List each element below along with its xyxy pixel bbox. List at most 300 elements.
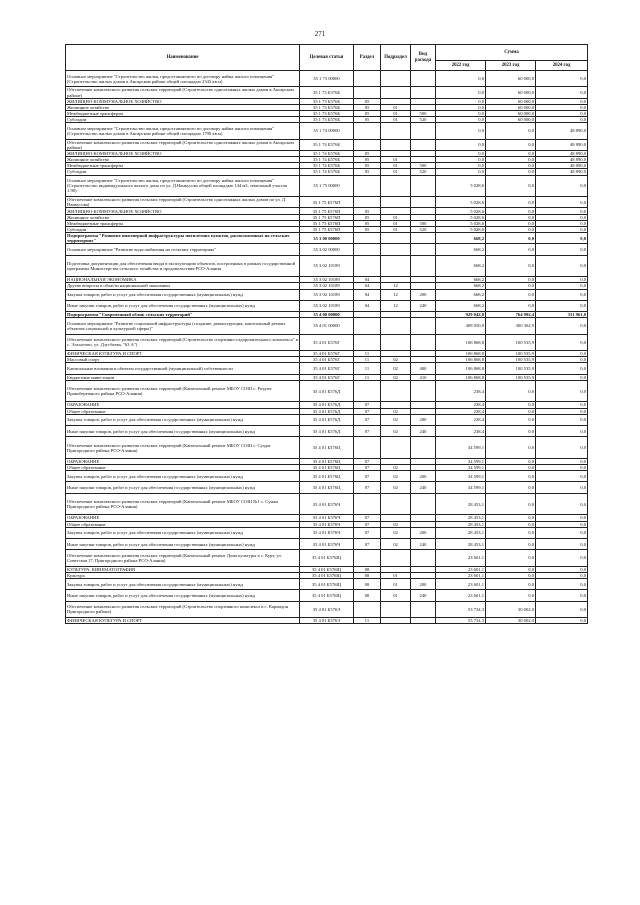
- row-section: 11: [354, 357, 381, 363]
- table-row: [66, 363, 588, 374]
- row-amount-2024: 0,0: [536, 578, 588, 589]
- row-name: Иные закупки товаров, работ и услуг для обеспечения государственных (муниципальных) нужд: [66, 482, 300, 493]
- row-section: 05: [354, 117, 381, 123]
- table-row: [66, 334, 588, 350]
- row-section: 11: [354, 351, 381, 357]
- row-name: Обеспечение комплексного развития сельских территорий (Строительство одноэтажных жилых домов в Ангарском районе): [66, 139, 300, 150]
- table-row: [66, 550, 588, 566]
- row-amount-2022: 5 028,6: [436, 226, 486, 232]
- row-amount-2024: 0,0: [536, 111, 588, 117]
- row-amount-2022: 34 599,1: [436, 458, 486, 464]
- row-target-article: 35 4 01 Б576Ц: [300, 482, 354, 493]
- row-expense-type: [411, 318, 436, 334]
- row-amount-2024: 0,0: [536, 572, 588, 578]
- row-section: [354, 244, 381, 255]
- row-amount-2023: 0,0: [486, 566, 536, 572]
- row-amount-2024: 48 890,0: [536, 139, 588, 150]
- row-name: Обеспечение комплексного развития сельских территорий (Строительство одноэтажных жилых домов по ул. Д. Нанкусова): [66, 197, 300, 208]
- row-subsection: [381, 175, 411, 197]
- row-name: Иные закупки товаров, работ и услуг для обеспечения государственных (муниципальных) нужд: [66, 300, 300, 311]
- row-amount-2023: 30 002,0: [486, 601, 536, 617]
- row-section: [354, 601, 381, 617]
- row-target-article: 35 1 75 00000: [300, 175, 354, 197]
- row-amount-2022: 5 028,6: [436, 197, 486, 208]
- row-amount-2022: 23 601,1: [436, 566, 486, 572]
- row-name: Обеспечение комплексного развития сельских территорий (Строительство спортивно-оздоровительного комплекса" в с. Эльхотово, ул. Дзусбаева, "63 А"): [66, 334, 300, 350]
- row-section: 04: [354, 289, 381, 300]
- table-row: [66, 437, 588, 459]
- row-section: 05: [354, 163, 381, 169]
- row-amount-2024: 0,0: [536, 515, 588, 521]
- row-amount-2024: 0,0: [536, 318, 588, 334]
- row-expense-type: 500: [411, 111, 436, 117]
- table-row: [66, 482, 588, 493]
- row-amount-2022: 28 453,1: [436, 493, 486, 515]
- row-target-article: 35 4 01 Б576Ч: [300, 538, 354, 549]
- row-amount-2023: 0,0: [486, 408, 536, 414]
- row-expense-type: 500: [411, 220, 436, 226]
- row-amount-2024: 0,0: [536, 601, 588, 617]
- row-amount-2023: 0,0: [486, 515, 536, 521]
- row-amount-2022: 5 028,6: [436, 175, 486, 197]
- row-amount-2023: 0,0: [486, 458, 536, 464]
- row-target-article: 35 4 01 Б576Г: [300, 351, 354, 357]
- row-amount-2024: 0,0: [536, 351, 588, 357]
- row-subsection: [381, 244, 411, 255]
- row-amount-2024: 0,0: [536, 402, 588, 408]
- table-row: [66, 71, 588, 87]
- row-target-article: 35 4 01 Б576Г: [300, 374, 354, 380]
- page-number: 271: [314, 30, 326, 38]
- header-amount: Сумма: [436, 45, 588, 61]
- row-subsection: 12: [381, 283, 411, 289]
- row-name: НАЦИОНАЛЬНАЯ ЭКОНОМИКА: [66, 277, 300, 283]
- row-target-article: 35 4 01 Б576Щ: [300, 566, 354, 572]
- row-amount-2024: 0,0: [536, 208, 588, 214]
- row-target-article: 35 4 01 Б576Ч: [300, 493, 354, 515]
- row-amount-2024: 48 890,0: [536, 163, 588, 169]
- row-subsection: 02: [381, 414, 411, 425]
- table-row: [66, 244, 588, 255]
- row-amount-2024: 0,0: [536, 117, 588, 123]
- row-target-article: 35 3 00 00000: [300, 233, 354, 244]
- row-amount-2023: 100 535,9: [486, 374, 536, 380]
- row-amount-2024: 48 890,0: [536, 169, 588, 175]
- row-subsection: [381, 71, 411, 87]
- row-subsection: [381, 380, 411, 402]
- row-target-article: 35 4 01 Б576Д: [300, 426, 354, 437]
- row-amount-2022: 106 868,8: [436, 374, 486, 380]
- table-row: [66, 300, 588, 311]
- row-section: 07: [354, 408, 381, 414]
- row-subsection: [381, 139, 411, 150]
- row-target-article: 35 1 75 Б576П: [300, 208, 354, 214]
- row-amount-2023: 0,0: [486, 233, 536, 244]
- row-amount-2024: 0,0: [536, 521, 588, 527]
- row-target-article: 35 1 75 Б576П: [300, 226, 354, 232]
- row-section: 05: [354, 169, 381, 175]
- row-subsection: 12: [381, 289, 411, 300]
- row-amount-2024: 0,0: [536, 618, 588, 624]
- row-subsection: 01: [381, 104, 411, 110]
- row-amount-2024: 0,0: [536, 363, 588, 374]
- table-row: [66, 414, 588, 425]
- row-amount-2024: 0,0: [536, 87, 588, 98]
- row-expense-type: 520: [411, 169, 436, 175]
- row-name: Закупка товаров, работ и услуг для обеспечения государственных (муниципальных) нужд: [66, 527, 300, 538]
- row-name: Межбюджетные трансферты: [66, 163, 300, 169]
- table-row: [66, 538, 588, 549]
- row-amount-2023: 0,0: [486, 465, 536, 471]
- row-section: [354, 255, 381, 277]
- row-amount-2023: 0,0: [486, 300, 536, 311]
- row-expense-type: [411, 123, 436, 139]
- row-amount-2024: 0,0: [536, 277, 588, 283]
- row-section: 11: [354, 363, 381, 374]
- row-section: 07: [354, 465, 381, 471]
- row-subsection: [381, 437, 411, 459]
- row-section: 07: [354, 471, 381, 482]
- row-subsection: 02: [381, 408, 411, 414]
- row-section: 04: [354, 300, 381, 311]
- row-amount-2023: 100 535,9: [486, 357, 536, 363]
- row-amount-2023: 30 002,0: [486, 618, 536, 624]
- row-amount-2022: 28 453,1: [436, 521, 486, 527]
- row-target-article: 35 1 73 Б576Б: [300, 111, 354, 117]
- row-name: Обеспечение комплексного развития сельских территорий (Строительство спортивного комплекса в с. Кармадон Пригородного района): [66, 601, 300, 617]
- row-subsection: 01: [381, 157, 411, 163]
- header-year-2022: 2022 год: [436, 61, 486, 71]
- row-target-article: 35 3 02 10189: [300, 255, 354, 277]
- row-subsection: 01: [381, 111, 411, 117]
- row-subsection: 02: [381, 527, 411, 538]
- row-amount-2024: 0,0: [536, 590, 588, 601]
- row-section: [354, 233, 381, 244]
- row-name: Бюджетные инвестиции: [66, 374, 300, 380]
- row-expense-type: [411, 618, 436, 624]
- row-target-article: 35 4 01 Б576Ц: [300, 458, 354, 464]
- row-expense-type: 240: [411, 426, 436, 437]
- table-row: [66, 471, 588, 482]
- row-amount-2024: 48 890,0: [536, 157, 588, 163]
- row-amount-2022: 0,0: [436, 111, 486, 117]
- row-amount-2024: 0,0: [536, 71, 588, 87]
- row-amount-2023: 0,0: [486, 538, 536, 549]
- row-amount-2023: 0,0: [486, 220, 536, 226]
- row-amount-2023: 100 535,9: [486, 351, 536, 357]
- row-amount-2023: 60 000,0: [486, 87, 536, 98]
- row-name: Субсидии: [66, 226, 300, 232]
- row-name: Другие вопросы в области национальной экономики: [66, 283, 300, 289]
- row-name: Закупка товаров, работ и услуг для обеспечения государственных (муниципальных) нужд: [66, 471, 300, 482]
- row-target-article: 35 1 73 Б576Б: [300, 104, 354, 110]
- row-section: 11: [354, 618, 381, 624]
- row-expense-type: [411, 197, 436, 208]
- row-target-article: 35 3 02 10189: [300, 300, 354, 311]
- row-name: Обеспечение комплексного развития сельских территорий (Строительство одноэтажных жилых домов в Ангарском районе): [66, 87, 300, 98]
- row-name: Основное мероприятие "Строительство жилья, предоставляемого по договору найма жилого помещения" (Строительство жилых домов в Ангарском районе общей площадью 2343 кв.м): [66, 71, 300, 87]
- row-amount-2022: 408 050,0: [436, 318, 486, 334]
- row-target-article: 35 4 01 Б576Э: [300, 618, 354, 624]
- row-expense-type: 410: [411, 374, 436, 380]
- row-amount-2023: 0,0: [486, 289, 536, 300]
- row-amount-2022: 28 453,1: [436, 538, 486, 549]
- row-section: 11: [354, 374, 381, 380]
- row-section: 04: [354, 283, 381, 289]
- row-amount-2024: 0,0: [536, 437, 588, 459]
- row-subsection: 02: [381, 426, 411, 437]
- row-amount-2023: 0,0: [486, 437, 536, 459]
- row-subsection: [381, 197, 411, 208]
- row-section: [354, 318, 381, 334]
- row-subsection: [381, 334, 411, 350]
- row-target-article: 35 4 01 Б576Д: [300, 402, 354, 408]
- row-section: [354, 437, 381, 459]
- row-section: 05: [354, 220, 381, 226]
- row-subsection: 02: [381, 482, 411, 493]
- budget-table: [65, 44, 588, 624]
- row-name: Обеспечение комплексного развития сельских территорий (Капитальный ремонт МБОУ СОШ с. Раздзог Правобережного района РСО-Алания): [66, 380, 300, 402]
- row-amount-2022: 668,2: [436, 277, 486, 283]
- row-amount-2022: 106 868,8: [436, 334, 486, 350]
- table-row: [66, 618, 588, 624]
- row-amount-2024: 48 890,0: [536, 123, 588, 139]
- row-amount-2024: 0,0: [536, 283, 588, 289]
- row-name: Основное мероприятие "Строительство жилья, предоставляемого по договору найма жилого помещения" (Строительство индивидуального жилого дома по ул. Д.Нанкусова общей площадью 144 м2, земельный участок 1.90): [66, 175, 300, 197]
- row-amount-2023: 0,0: [486, 163, 536, 169]
- row-amount-2022: 28 453,1: [436, 515, 486, 521]
- row-amount-2022: 106 868,8: [436, 357, 486, 363]
- row-expense-type: 240: [411, 482, 436, 493]
- row-subsection: 02: [381, 471, 411, 482]
- table-row: [66, 233, 588, 244]
- row-expense-type: 240: [411, 538, 436, 549]
- row-amount-2022: 0,0: [436, 139, 486, 150]
- row-expense-type: 200: [411, 527, 436, 538]
- table-body: [66, 71, 588, 624]
- row-section: [354, 380, 381, 402]
- row-name: ФИЗИЧЕСКАЯ КУЛЬТУРА И СПОРТ: [66, 351, 300, 357]
- row-target-article: 35 4 01 Б576Д: [300, 408, 354, 414]
- row-subsection: [381, 618, 411, 624]
- row-subsection: [381, 318, 411, 334]
- row-amount-2023: 0,0: [486, 380, 536, 402]
- row-amount-2024: 0,0: [536, 197, 588, 208]
- row-amount-2023: 0,0: [486, 139, 536, 150]
- row-target-article: 35 1 75 Б576П: [300, 220, 354, 226]
- row-amount-2023: 300 302,9: [486, 318, 536, 334]
- row-section: 05: [354, 157, 381, 163]
- row-subsection: 01: [381, 578, 411, 589]
- row-section: 05: [354, 214, 381, 220]
- row-name: Основное мероприятие "Развитие социальной инфраструктуры (создание, реконструкция, капитальный ремонт объектов социальной и культурной сферы)": [66, 318, 300, 334]
- row-target-article: 35 1 73 Б576Б: [300, 87, 354, 98]
- row-amount-2024: 0,0: [536, 374, 588, 380]
- row-amount-2023: 0,0: [486, 277, 536, 283]
- row-amount-2023: 60 000,0: [486, 71, 536, 87]
- row-expense-type: [411, 550, 436, 566]
- row-amount-2023: 0,0: [486, 283, 536, 289]
- row-section: 07: [354, 414, 381, 425]
- row-name: Закупка товаров, работ и услуг для обеспечения государственных (муниципальных) нужд: [66, 289, 300, 300]
- table-row: [66, 426, 588, 437]
- row-section: 05: [354, 226, 381, 232]
- row-subsection: [381, 123, 411, 139]
- header-section: Раздел: [354, 45, 381, 71]
- row-amount-2024: 0,0: [536, 226, 588, 232]
- row-amount-2022: 929 042,0: [436, 312, 486, 318]
- row-amount-2024: 0,0: [536, 566, 588, 572]
- row-amount-2023: 0,0: [486, 402, 536, 408]
- row-amount-2024: 0,0: [536, 380, 588, 402]
- table-row: [66, 139, 588, 150]
- table-row: [66, 527, 588, 538]
- row-amount-2024: 0,0: [536, 465, 588, 471]
- row-section: 07: [354, 521, 381, 527]
- row-amount-2022: 668,2: [436, 289, 486, 300]
- row-amount-2023: 0,0: [486, 590, 536, 601]
- row-name: Подпрограмма "Современный облик сельских территорий": [66, 312, 300, 318]
- table-row: [66, 601, 588, 617]
- row-amount-2023: 0,0: [486, 157, 536, 163]
- row-subsection: 01: [381, 163, 411, 169]
- row-amount-2022: 0,0: [436, 163, 486, 169]
- row-expense-type: [411, 437, 436, 459]
- row-amount-2022: 23 601,1: [436, 590, 486, 601]
- row-amount-2022: 238,4: [436, 402, 486, 408]
- row-name: Обеспечение комплексного развития сельских территорий (Капитальный ремонт МБОУ СОШ №1 с. Сунжа Пригородного района РСО-Алания): [66, 493, 300, 515]
- row-subsection: [381, 601, 411, 617]
- row-section: 08: [354, 590, 381, 601]
- row-amount-2022: 34 599,1: [436, 482, 486, 493]
- row-target-article: 35 1 75 Б576П: [300, 197, 354, 208]
- row-target-article: 35 1 75 Б576П: [300, 214, 354, 220]
- row-expense-type: 500: [411, 163, 436, 169]
- row-amount-2024: 0,0: [536, 255, 588, 277]
- row-name: Иные закупки товаров, работ и услуг для обеспечения государственных (муниципальных) нужд: [66, 590, 300, 601]
- row-amount-2023: 0,0: [486, 471, 536, 482]
- header-name: Наименование: [66, 45, 300, 71]
- row-amount-2022: 5 028,6: [436, 214, 486, 220]
- row-target-article: 35 4 01 00000: [300, 318, 354, 334]
- row-subsection: 02: [381, 521, 411, 527]
- row-name: Массовый спорт: [66, 357, 300, 363]
- row-target-article: 35 4 01 Б576Д: [300, 414, 354, 425]
- row-section: 08: [354, 578, 381, 589]
- table-row: [66, 590, 588, 601]
- row-name: ОБРАЗОВАНИЕ: [66, 402, 300, 408]
- row-expense-type: 240: [411, 300, 436, 311]
- row-name: ФИЗИЧЕСКАЯ КУЛЬТУРА И СПОРТ: [66, 618, 300, 624]
- table-row: [66, 289, 588, 300]
- row-amount-2024: 0,0: [536, 214, 588, 220]
- table-row: [66, 318, 588, 334]
- row-name: Обеспечение комплексного развития сельских территорий (Капитальный ремонт МБОУ СОШ с. Суадаг Пригородного района РСО-Алания): [66, 437, 300, 459]
- row-expense-type: 200: [411, 289, 436, 300]
- row-amount-2023: 0,0: [486, 572, 536, 578]
- row-amount-2022: 0,0: [436, 104, 486, 110]
- row-name: ЖИЛИЩНО-КОММУНАЛЬНОЕ ХОЗЯЙСТВО: [66, 98, 300, 104]
- row-amount-2024: 0,0: [536, 538, 588, 549]
- row-section: 05: [354, 98, 381, 104]
- row-amount-2022: 238,4: [436, 414, 486, 425]
- row-amount-2022: 34 599,1: [436, 437, 486, 459]
- row-subsection: 01: [381, 117, 411, 123]
- row-expense-type: 520: [411, 117, 436, 123]
- row-amount-2023: 764 992,4: [486, 312, 536, 318]
- row-amount-2022: 53 734,3: [436, 618, 486, 624]
- row-expense-type: [411, 255, 436, 277]
- row-expense-type: [411, 233, 436, 244]
- row-name: КУЛЬТУРА, КИНЕМАТОГРАФИЯ: [66, 566, 300, 572]
- row-target-article: 35 3 02 10189: [300, 283, 354, 289]
- row-amount-2023: 100 535,9: [486, 363, 536, 374]
- row-section: [354, 71, 381, 87]
- row-target-article: 35 4 01 Б576Ц: [300, 465, 354, 471]
- row-amount-2022: 238,4: [436, 380, 486, 402]
- row-target-article: 35 1 74 00000: [300, 123, 354, 139]
- row-section: 07: [354, 527, 381, 538]
- row-expense-type: [411, 601, 436, 617]
- row-amount-2023: 0,0: [486, 197, 536, 208]
- row-subsection: [381, 550, 411, 566]
- table-row: [66, 255, 588, 277]
- table-row: [66, 493, 588, 515]
- row-name: Подготовка документации для обеспечения ввода в эксплуатацию объектов, построенных в рамках государственной программы Министерства сельского хозяйства и продовольствия РСО-Алания: [66, 255, 300, 277]
- row-section: [354, 139, 381, 150]
- row-amount-2024: 0,0: [536, 357, 588, 363]
- row-name: Иные закупки товаров, работ и услуг для обеспечения государственных (муниципальных) нужд: [66, 426, 300, 437]
- row-subsection: 01: [381, 572, 411, 578]
- row-amount-2023: 0,0: [486, 527, 536, 538]
- row-amount-2022: 668,2: [436, 300, 486, 311]
- row-amount-2023: 0,0: [486, 482, 536, 493]
- row-expense-type: [411, 493, 436, 515]
- row-amount-2022: 34 599,1: [436, 471, 486, 482]
- row-amount-2022: 0,0: [436, 169, 486, 175]
- row-name: Жилищное хозяйство: [66, 104, 300, 110]
- row-name: Закупка товаров, работ и услуг для обеспечения государственных (муниципальных) нужд: [66, 578, 300, 589]
- row-amount-2024: 0,0: [536, 104, 588, 110]
- row-amount-2022: 0,0: [436, 71, 486, 87]
- row-name: Культура: [66, 572, 300, 578]
- row-amount-2022: 0,0: [436, 151, 486, 157]
- row-name: Закупка товаров, работ и услуг для обеспечения государственных (муниципальных) нужд: [66, 414, 300, 425]
- row-amount-2022: 23 601,1: [436, 572, 486, 578]
- row-amount-2023: 0,0: [486, 214, 536, 220]
- row-amount-2023: 0,0: [486, 244, 536, 255]
- row-amount-2022: 238,4: [436, 426, 486, 437]
- row-amount-2023: 60 000,0: [486, 117, 536, 123]
- row-name: Подпрограмма "Развитие инженерной инфраструктуры пятилетних пунктов, расположенных на сельских территориях": [66, 233, 300, 244]
- row-amount-2024: 0,0: [536, 414, 588, 425]
- row-subsection: 01: [381, 590, 411, 601]
- row-subsection: 02: [381, 465, 411, 471]
- row-subsection: 02: [381, 357, 411, 363]
- row-amount-2024: 0,0: [536, 220, 588, 226]
- row-amount-2024: 0,0: [536, 426, 588, 437]
- row-amount-2023: 0,0: [486, 426, 536, 437]
- row-target-article: 35 1 74 Б576Б: [300, 163, 354, 169]
- row-section: [354, 493, 381, 515]
- row-section: 07: [354, 426, 381, 437]
- row-section: 07: [354, 482, 381, 493]
- row-amount-2022: 0,0: [436, 117, 486, 123]
- row-target-article: 35 3 02 10189: [300, 289, 354, 300]
- row-amount-2022: 0,0: [436, 157, 486, 163]
- row-target-article: 35 4 01 Б576Ч: [300, 527, 354, 538]
- row-expense-type: [411, 71, 436, 87]
